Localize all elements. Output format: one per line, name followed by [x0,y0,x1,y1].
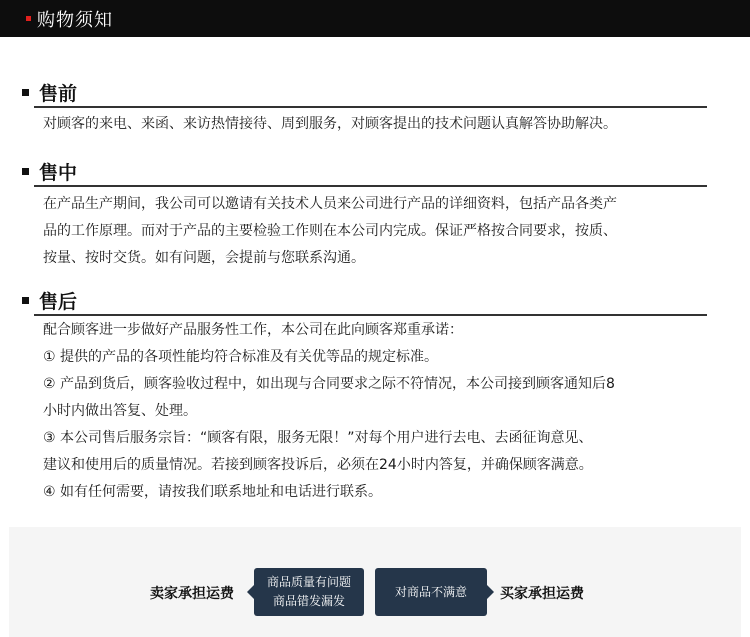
section-body [43,317,715,506]
section-body [43,111,715,138]
section-body [43,191,715,272]
box-line: 商品错发漏发 [272,594,345,608]
body-line: 品的工作原理。而对于产品的主要检验工作则在本公司内完成。保证严格按合同要求，按质、 [43,223,617,239]
body-line: 对顾客的来电、来函、来访热情接待、周到服务，对顾客提出的技术问题认真解答协助解决。 [43,116,617,132]
section-heading [22,286,712,314]
section-title: 售前 [39,82,78,105]
page-title: 购物须知 [37,9,113,31]
buyer-pays-shipping-label: 买家承担运费 [500,586,584,602]
box-line: 对商品不满意 [394,584,467,599]
divider [34,314,707,316]
section-presale [22,78,712,138]
seller-pays-shipping-label: 卖家承担运费 [150,586,234,602]
body-line: 在产品生产期间，我公司可以邀请有关技术人员来公司进行产品的详细资料，包括产品各类产 [43,196,617,212]
divider [34,106,707,108]
body-line: ① 提供的产品的各项性能均符合标准及有关优等品的规定标准。 [43,349,438,365]
shipping-flow [9,568,741,618]
section-title: 售中 [39,161,78,184]
section-title: 售后 [39,290,78,313]
body-line: ④ 如有任何需要，请按我们联系地址和电话进行联系。 [43,484,382,500]
section-heading [22,157,712,185]
body-line: 小时内做出答复、处理。 [43,403,197,419]
square-bullet-icon [22,168,29,175]
divider [34,185,707,187]
body-line: ② 产品到货后，顾客验收过程中，如出现与合同要求之际不符情况，本公司接到顾客通知后8 [43,376,615,392]
arrow-right-icon [487,585,494,599]
dissatisfied-box [375,568,487,616]
body-line: 配合顾客进一步做好产品服务性工作，本公司在此向顾客郑重承诺： [43,322,463,338]
red-square-icon [26,16,31,21]
header-bar [0,0,750,37]
body-line: 建议和使用后的质量情况。若接到顾客投诉后，必须在24小时内答复，并确保顾客满意。 [43,457,593,473]
section-heading [22,78,712,106]
square-bullet-icon [22,89,29,96]
box-line: 商品质量有问题 [266,575,351,589]
body-line: ③ 本公司售后服务宗旨：“顾客有限，服务无限！”对每个用户进行去电、去函征询意见、 [43,430,593,446]
body-line: 按量、按时交货。如有问题，会提前与您联系沟通。 [43,250,365,266]
quality-issue-box [254,568,364,616]
section-in-sale [22,157,712,272]
section-after-sale [22,286,712,506]
square-bullet-icon [22,297,29,304]
shipping-policy-panel [9,527,741,637]
arrow-left-icon [247,585,254,599]
